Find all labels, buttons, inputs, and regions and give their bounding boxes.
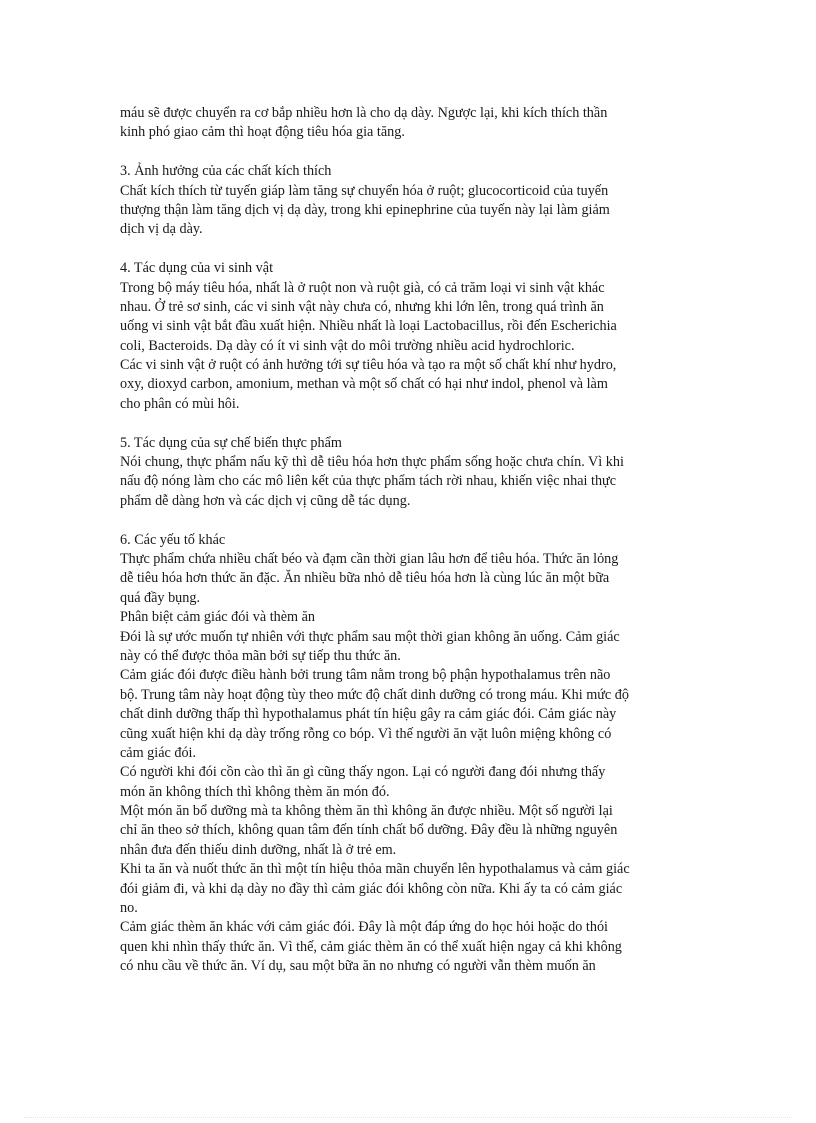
paragraph-gap xyxy=(120,511,700,530)
section-3 xyxy=(120,162,700,240)
text-line: Cảm giác thèm ăn khác với cảm giác đói. Đây là một đáp ứng do học hỏi hoặc do thói xyxy=(120,919,608,936)
section-4 xyxy=(120,259,700,414)
text-line: quá đầy bụng. xyxy=(120,589,200,606)
section-heading: 6. Các yếu tố khác xyxy=(120,531,226,548)
text-line: cảm giác đói. xyxy=(120,744,197,761)
text-line: Chất kích thích từ tuyến giáp làm tăng sự chuyển hóa ở ruột; glucocorticoid của tuyến xyxy=(120,182,609,199)
text-line: Cảm giác đói được điều hành bởi trung tâm nằm trong bộ phận hypothalamus trên não xyxy=(120,667,611,684)
text-line: no. xyxy=(120,900,138,917)
text-line: máu sẽ được chuyển ra cơ bắp nhiều hơn là cho dạ dày. Ngược lại, khi kích thích thần xyxy=(120,105,608,121)
text-line: Nói chung, thực phẩm nấu kỹ thì dễ tiêu hóa hơn thực phẩm sống hoặc chưa chín. Vì khi xyxy=(120,454,624,471)
paragraph-gap xyxy=(120,143,700,162)
text-line xyxy=(120,977,700,996)
text-line: coli, Bacteroids. Dạ dày có ít vi sinh vật do môi trường nhiều acid hydrochloric. xyxy=(120,337,575,354)
text-line: cũng xuất hiện khi dạ dày trống rỗng co bóp. Vì thế người ăn vặt luôn miệng không có xyxy=(120,725,612,742)
text-line: này có thể được thỏa mãn bởi sự tiếp thu thức ăn. xyxy=(120,647,401,664)
text-line: chất dinh dưỡng thấp thì hypothalamus phát tín hiệu gây ra cảm giác đói. Cảm giác này xyxy=(120,706,617,723)
text-line: oxy, dioxyd carbon, amonium, methan và một số chất có hại như indol, phenol và làm xyxy=(120,376,608,393)
subheading: Phân biệt cảm giác đói và thèm ăn xyxy=(120,609,316,626)
document-body xyxy=(120,104,700,996)
text-line: nấu độ nóng làm cho các mô liên kết của thực phẩm tách rời nhau, khiến việc nhai thực xyxy=(120,473,617,490)
text-line: dễ tiêu hóa hơn thức ăn đặc. Ăn nhiều bữa nhỏ dễ tiêu hóa hơn là cùng lúc ăn một bữa xyxy=(120,570,610,587)
paragraph-block xyxy=(120,104,700,143)
section-heading: 3. Ảnh hưởng của các chất kích thích xyxy=(120,163,332,180)
text-line: Khi ta ăn và nuốt thức ăn thì một tín hiệu thỏa mãn chuyển lên hypothalamus và cảm giác xyxy=(120,861,630,878)
text-line: Trong bộ máy tiêu hóa, nhất là ở ruột non và ruột già, có cả trăm loại vi sinh vật khác xyxy=(120,279,605,296)
text-line: món ăn không thích thì không thèm ăn món đó. xyxy=(120,783,390,800)
text-line: đói giảm đi, và khi dạ dày no đầy thì cảm giác đói không còn nữa. Khi ấy ta có cảm giác xyxy=(120,880,623,897)
section-heading: 4. Tác dụng của vi sinh vật xyxy=(120,260,274,277)
text-line: nhau. Ở trẻ sơ sinh, các vi sinh vật này chưa có, nhưng khi lớn lên, trong quá trình ăn xyxy=(120,298,604,315)
text-line: thượng thận làm tăng dịch vị dạ dày, trong khi epinephrine của tuyến này lại làm giảm xyxy=(120,201,610,218)
text-line: nhân đưa đến thiếu dinh dưỡng, nhất là ở trẻ em. xyxy=(120,841,397,858)
text-line: bộ. Trung tâm này hoạt động tùy theo mức độ chất dinh dưỡng có trong máu. Khi mức độ xyxy=(120,686,629,703)
text-line: Các vi sinh vật ở ruột có ảnh hưởng tới sự tiêu hóa và tạo ra một số chất khí như hydro, xyxy=(120,357,617,374)
section-6 xyxy=(120,531,700,996)
paragraph-gap xyxy=(120,414,700,433)
text-line: quen khi nhìn thấy thức ăn. Vì thế, cảm giác thèm ăn có thể xuất hiện ngay cả khi không xyxy=(120,938,622,955)
text-line: dịch vị dạ dày. xyxy=(120,221,203,238)
text-line: kinh phó giao cảm thì hoạt động tiêu hóa gia tăng. xyxy=(120,124,405,141)
text-line: phẩm dễ dàng hơn và các dịch vị cũng dễ tác dụng. xyxy=(120,492,411,509)
text-line: có nhu cầu về thức ăn. Ví dụ, sau một bữa ăn no nhưng có người vẫn thèm muốn ăn xyxy=(120,958,596,975)
text-line: Có người khi đói cồn cào thì ăn gì cũng thấy ngon. Lại có người đang đói nhưng thấy xyxy=(120,764,606,781)
section-5 xyxy=(120,434,700,512)
text-line: Đói là sự ước muốn tự nhiên với thực phẩm sau một thời gian không ăn uống. Cảm giác xyxy=(120,628,620,645)
page-bottom-divider xyxy=(24,1117,792,1118)
paragraph-gap xyxy=(120,240,700,259)
text-line: cho phân có mùi hôi. xyxy=(120,395,240,412)
text-line: Một món ăn bổ dưỡng mà ta không thèm ăn thì không ăn được nhiều. Một số người lại xyxy=(120,803,613,820)
text-line: Thực phẩm chứa nhiều chất béo và đạm cần thời gian lâu hơn để tiêu hóa. Thức ăn lỏng xyxy=(120,550,619,567)
text-line: uống vi sinh vật bắt đầu xuất hiện. Nhiều nhất là loại Lactobacillus, rồi đến Escherichia xyxy=(120,318,617,335)
text-line: chỉ ăn theo sở thích, không quan tâm đến tính chất bổ dưỡng. Đây đều là những nguyên xyxy=(120,822,618,839)
section-heading: 5. Tác dụng của sự chế biến thực phẩm xyxy=(120,434,342,451)
